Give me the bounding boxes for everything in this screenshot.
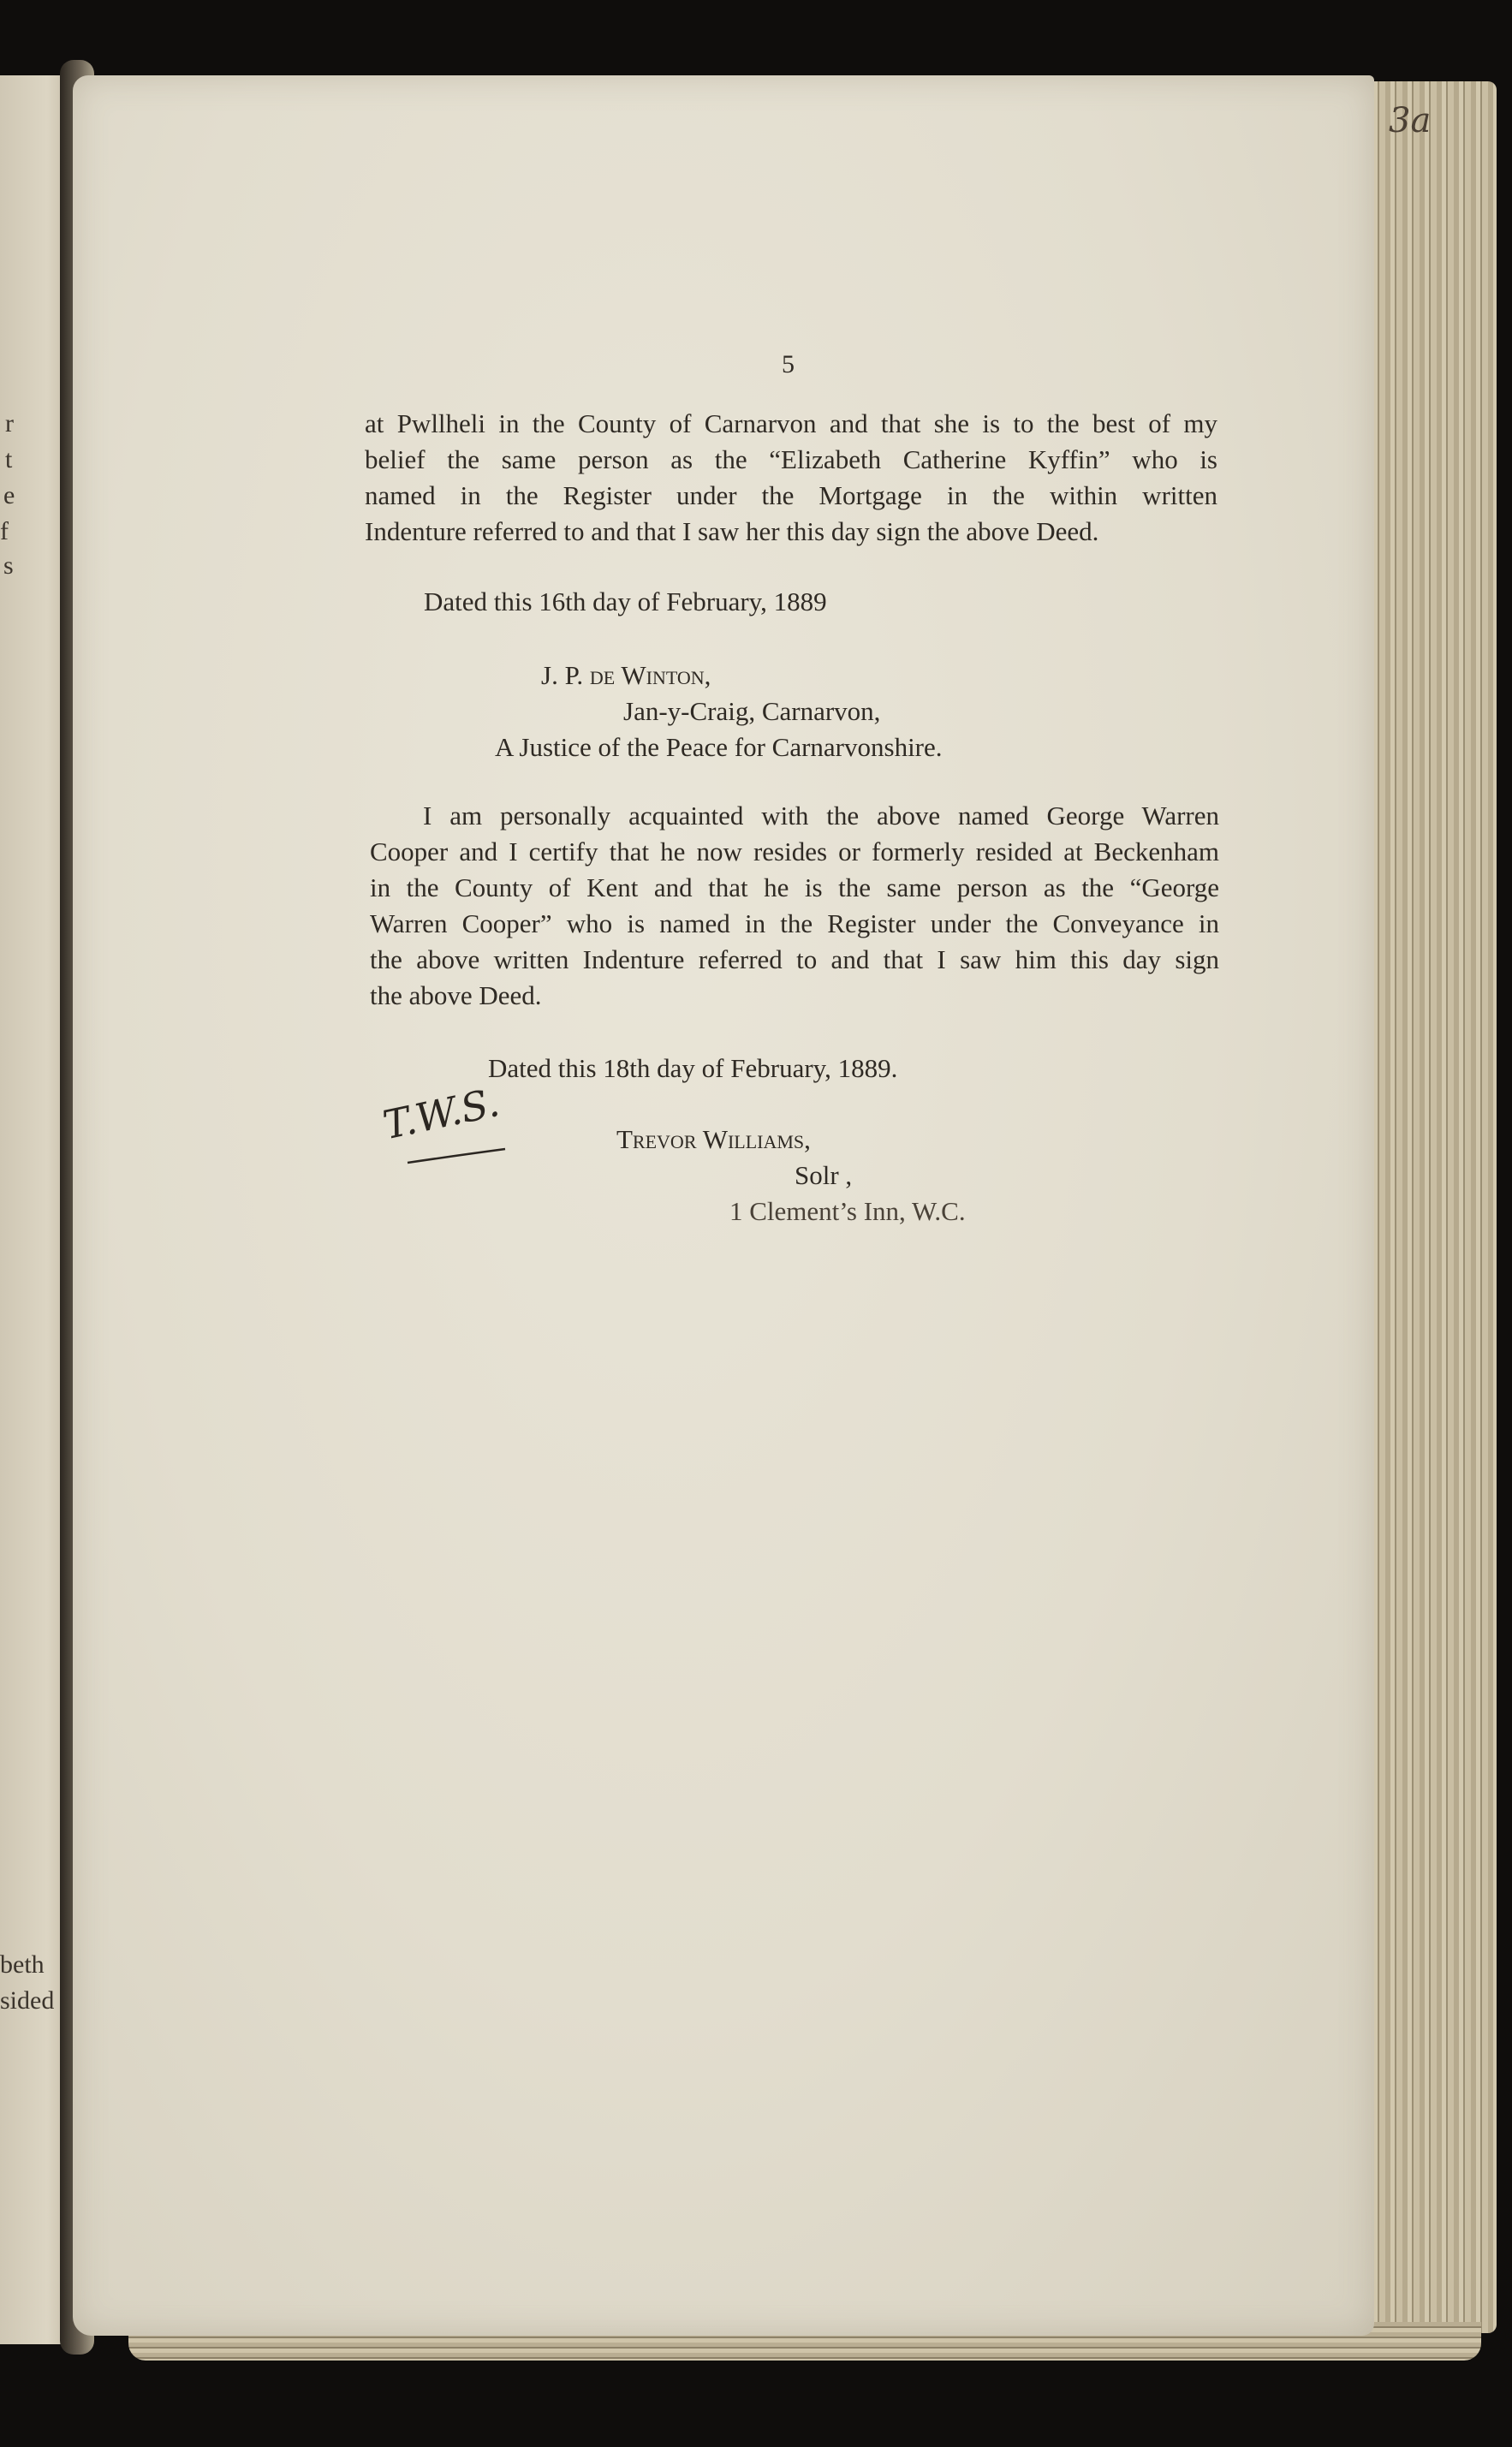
left-page-fragment: t (5, 445, 13, 473)
page-stack-edges (1368, 81, 1497, 2333)
signatory-2-address: 1 Clement’s Inn, W.C. (729, 1196, 966, 1226)
signatory-2-role: Solr , (795, 1160, 853, 1190)
signatory-1-title: A Justice of the Peace for Carnarvonshire. (495, 732, 943, 762)
paragraph-line: I am personally acquainted with the above named George Warren (423, 801, 1219, 831)
paragraph-line: in the County of Kent and that he is the same person as the “George (370, 872, 1219, 902)
paragraph-identification-cooper (370, 798, 1219, 1014)
dated-line-2: Dated this 18th day of February, 1889. (488, 1053, 898, 1083)
initials-text: T.W.S. (378, 1079, 503, 1149)
signatory-1-address: Jan-y-Craig, Carnarvon, (623, 696, 881, 726)
dated-line-1: Dated this 16th day of February, 1889 (424, 586, 827, 616)
paragraph-line: Indenture referred to and that I saw her this day sign the above Deed. (365, 516, 1099, 546)
left-page-fragment: sided (0, 1986, 55, 2015)
left-page-fragment: s (3, 551, 14, 580)
paragraph-line: at Pwllheli in the County of Carnarvon and that she is to the best of my (365, 408, 1217, 438)
paragraph-line: named in the Register under the Mortgage in the within written (365, 480, 1217, 510)
paragraph-line: Warren Cooper” who is named in the Register under the Conveyance in (370, 908, 1219, 938)
handwritten-initials (377, 1077, 514, 1171)
left-page-fragment: beth (0, 1950, 45, 1979)
left-page-fragment: f (0, 517, 9, 545)
paragraph-line: Cooper and I certify that he now resides or formerly resided at Beckenham (370, 837, 1219, 866)
paragraph-identification-kyffin (365, 406, 1217, 550)
signatory-1-name: J. P. de Winton, (541, 660, 711, 690)
page-number: 5 (782, 350, 795, 378)
left-page-fragment: r (5, 409, 14, 438)
paragraph-line: the above written Indenture referred to and that I saw him this day sign (370, 944, 1219, 974)
initials-underline (408, 1149, 505, 1163)
paragraph-line: belief the same person as the “Elizabeth Catherine Kyffin” who is (365, 444, 1217, 474)
signatory-2-name: Trevor Williams, (616, 1124, 811, 1154)
paragraph-line: the above Deed. (370, 980, 542, 1010)
corner-page-note: 3a (1389, 101, 1432, 140)
left-page-fragment: e (3, 481, 15, 509)
